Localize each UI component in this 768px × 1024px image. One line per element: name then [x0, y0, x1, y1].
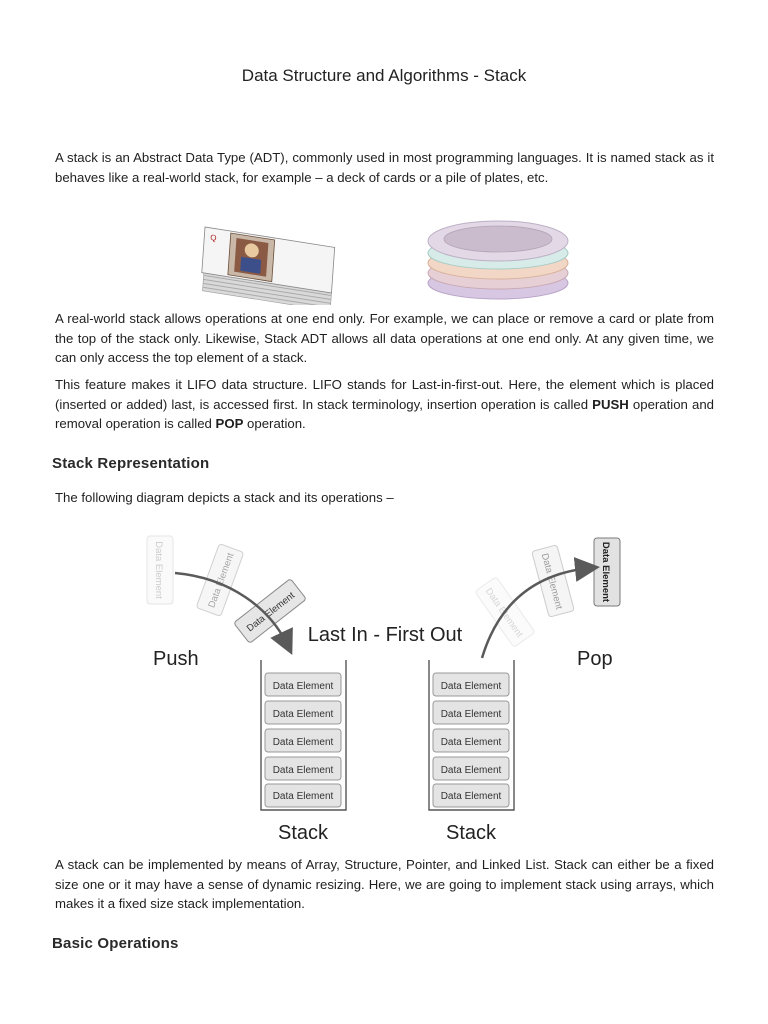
element-label: Data Element — [206, 551, 237, 610]
lifo-text-1: This feature makes it LIFO data structure. LIFO stands for Last-in-first-out. Here, the element which is placed (inserted or added) last, is accessed first. In stack terminology, insertion operation is called — [55, 377, 714, 412]
element-label: Data Element — [272, 681, 334, 692]
card-deck-image — [201, 227, 335, 305]
left-stack-label: Stack — [277, 822, 329, 844]
stack-slot — [433, 729, 509, 752]
stack-slot — [433, 701, 509, 724]
svg-text:Q: Q — [210, 232, 217, 243]
element-label: Data Element — [538, 552, 565, 611]
pop-label: Pop — [577, 648, 613, 670]
intro-paragraph: A stack is an Abstract Data Type (ADT), commonly used in most programming languages. It is named stack as it behaves like a real-world stack, for example – a deck of cards or a pile of plates, etc. — [55, 150, 714, 185]
push-keyword: PUSH — [592, 396, 629, 412]
element-label: Data Element — [440, 737, 502, 748]
pop-keyword: POP — [215, 416, 244, 431]
real-world-stack-paragraph: A real-world stack allows operations at one end only. For example, we can place or remove a card or plate from the top of the stack only. Likewise, Stack ADT allows all data operations at one end only. At any given time, we can only access the top element of a stack. — [55, 311, 714, 365]
push-floating-element-faded — [147, 536, 173, 604]
element-label: Data Element — [440, 709, 502, 720]
stack-slot — [265, 784, 341, 807]
lifo-paragraph — [55, 375, 714, 434]
page-title: Data Structure and Algorithms - Stack — [241, 66, 527, 85]
stack-slot — [265, 757, 341, 780]
stack-slot — [433, 784, 509, 807]
stack-representation-heading: Stack Representation — [52, 455, 210, 472]
cards-and-plates-illustration — [195, 205, 585, 305]
pop-floating-element — [594, 538, 620, 606]
left-stack — [261, 660, 346, 810]
element-label: Data Element — [153, 541, 164, 599]
element-label: Data Element — [272, 709, 334, 720]
right-stack — [429, 660, 514, 810]
stack-slot — [265, 673, 341, 696]
stack-slot — [433, 673, 509, 696]
lifo-caption: Last In - First Out — [307, 624, 463, 646]
implementation-paragraph: A stack can be implemented by means of Array, Structure, Pointer, and Linked List. Stack can either be a fixed size one or it may have a sense of dynamic resizing. Here, we are going to implement stack using arrays, which makes it a fixed size stack implementation. — [55, 857, 714, 911]
push-floating-element — [234, 579, 307, 644]
element-label: Data Element — [440, 765, 502, 776]
plate-pile-image — [428, 221, 568, 299]
stack-slot — [433, 757, 509, 780]
element-label: Data Element — [440, 791, 502, 802]
pop-floating-element-mid — [532, 545, 575, 617]
basic-operations-heading: Basic Operations — [52, 935, 179, 952]
stack-slot — [265, 729, 341, 752]
element-label: Data Element — [272, 791, 334, 802]
element-label: Data Element — [440, 681, 502, 692]
stack-slot — [265, 701, 341, 724]
lifo-text-2: operation and removal operation is called — [55, 396, 714, 431]
right-stack-label: Stack — [445, 822, 497, 844]
stack-diagram — [0, 528, 768, 848]
diagram-intro-text: The following diagram depicts a stack and its operations – — [55, 490, 394, 505]
element-label: Data Element — [244, 590, 297, 635]
element-label: Data Element — [272, 765, 334, 776]
element-label: Data Element — [482, 586, 525, 640]
push-label: Push — [153, 648, 199, 670]
element-label: Data Element — [272, 737, 334, 748]
push-floating-element-mid — [196, 544, 244, 617]
element-label: Data Element — [600, 541, 611, 603]
lifo-text-3: operation. — [243, 416, 306, 431]
